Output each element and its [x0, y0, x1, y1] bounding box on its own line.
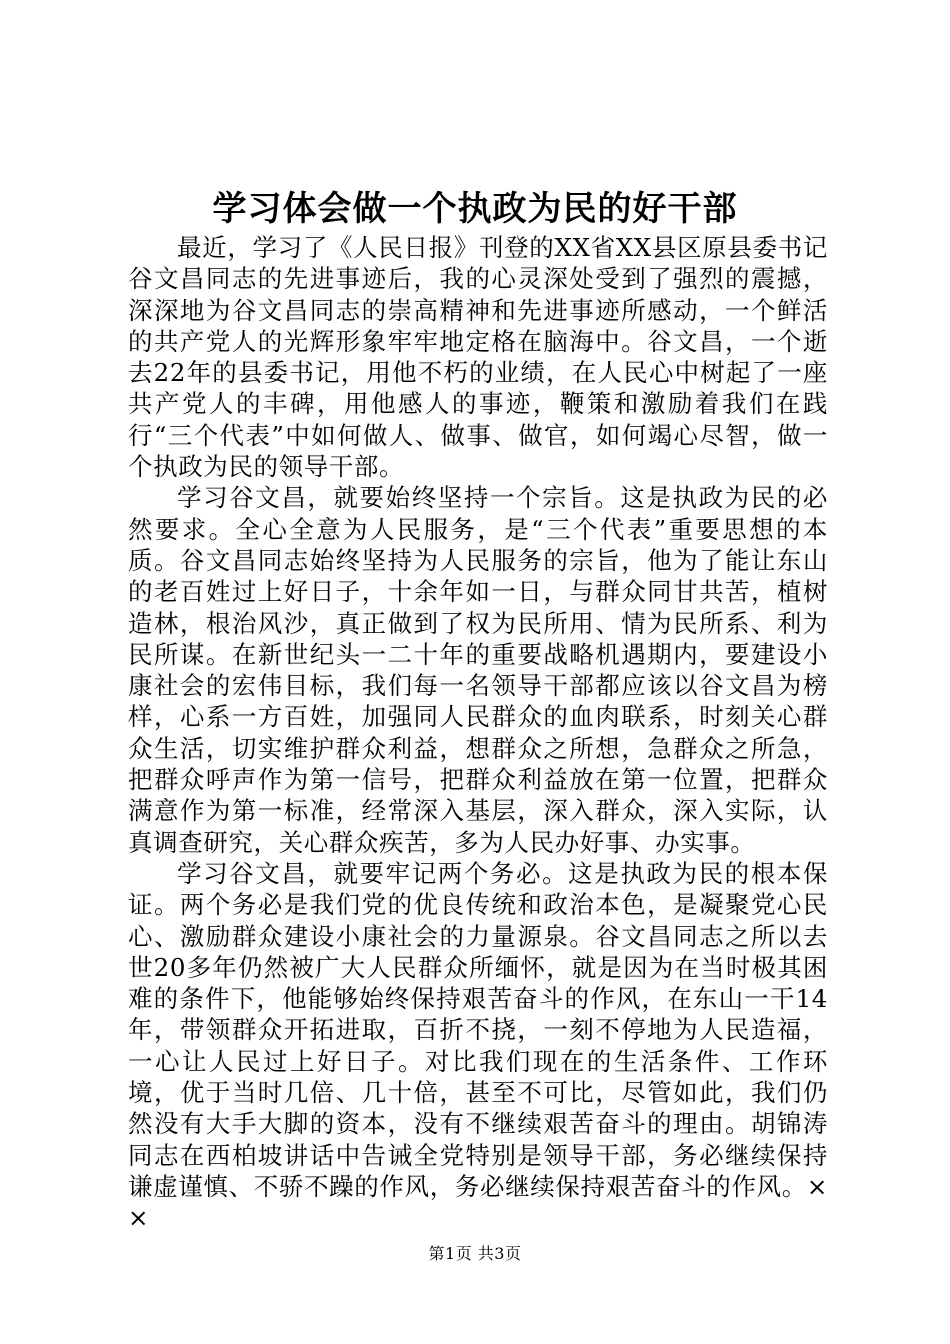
document-title: 学习体会做一个执政为民的好干部: [212, 189, 738, 229]
page-footer: 第1页 共3页: [428, 1244, 522, 1263]
document-body: [128, 232, 828, 1234]
paragraph-1: 最近，学习了《人民日报》刊登的XX省XX县区原县委书记谷文昌同志的先进事迹后，我的心灵深处受到了强烈的震撼，深深地为谷文昌同志的崇高精神和先进事迹所感动，一个鲜活的共产党人的光辉形象牢牢地定格在脑海中。谷文昌，一个逝去22年的县委书记，用他不朽的业绩，在人民心中树起了一座共产党人的丰碑，用他感人的事迹，鞭策和激励着我们在践行“三个代表”中如何做人、做事、做官，如何竭心尽智，做一个执政为民的领导干部。: [128, 233, 828, 482]
paragraph-3: 学习谷文昌，就要牢记两个务必。这是执政为民的根本保证。两个务必是我们党的优良传统和政治本色，是凝聚党心民心、激励群众建设小康社会的力量源泉。谷文昌同志之所以去世20多年仍然被广大人民群众所缅怀，就是因为在当时极其困难的条件下，他能够始终保持艰苦奋斗的作风，在东山一干14年，带领群众开拓进取，百折不挠，一刻不停地为人民造福，一心让人民过上好日子。对比我们现在的生活条件、工作环境，优于当时几倍、几十倍，甚至不可比，尽管如此，我们仍然没有大手大脚的资本，没有不继续艰苦奋斗的理由。胡锦涛同志在西柏坡讲话中告诫全党特别是领导干部，务必继续保持谦虚谨慎、不骄不躁的作风，务必继续保持艰苦奋斗的作风。××: [128, 858, 828, 1233]
paragraph-2: 学习谷文昌，就要始终坚持一个宗旨。这是执政为民的必然要求。全心全意为人民服务，是“三个代表”重要思想的本质。谷文昌同志始终坚持为人民服务的宗旨，他为了能让东山的老百姓过上好日子，十余年如一日，与群众同甘共苦，植树造林，根治风沙，真正做到了权为民所用、情为民所系、利为民所谋。在新世纪头一二十年的重要战略机遇期内，要建设小康社会的宏伟目标，我们每一名领导干部都应该以谷文昌为榜样，心系一方百姓，加强同人民群众的血肉联系，时刻关心群众生活，切实维护群众利益，想群众之所想，急群众之所急，把群众呼声作为第一信号，把群众利益放在第一位置，把群众满意作为第一标准，经常深入基层，深入群众，深入实际，认真调查研究，关心群众疾苦，多为人民办好事、办实事。: [128, 483, 828, 857]
